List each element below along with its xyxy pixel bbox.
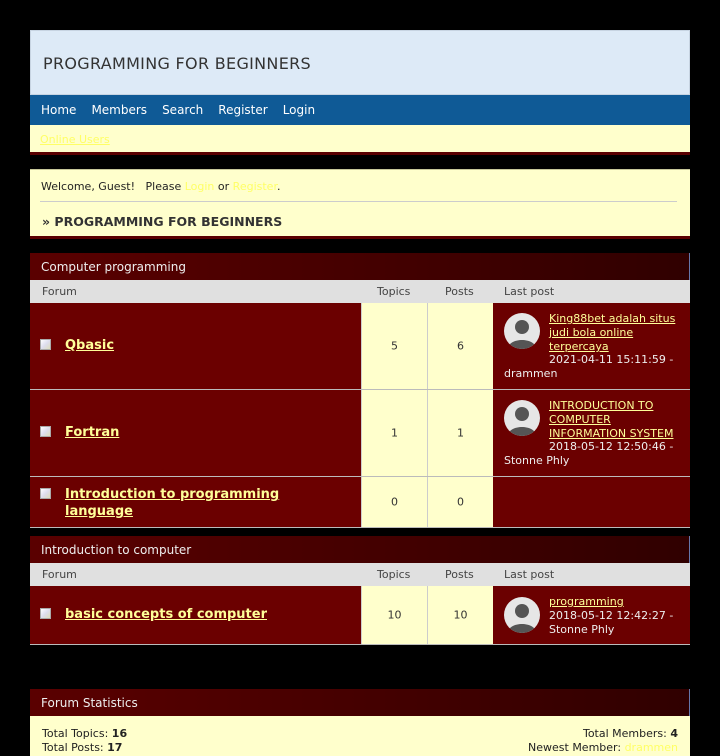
stat-label: Newest Member:: [528, 741, 622, 754]
stat-value: 4: [670, 727, 678, 740]
posts-count: 6: [457, 339, 464, 353]
nav-home[interactable]: Home: [41, 103, 77, 117]
nav-register[interactable]: Register: [218, 103, 268, 117]
stat-label: Total Topics:: [42, 727, 109, 740]
stats-title: Forum Statistics: [30, 689, 690, 716]
avatar[interactable]: [504, 400, 540, 436]
last-post-meta: [504, 353, 684, 381]
col-forum: Forum: [42, 285, 77, 298]
welcome-suffix: .: [276, 180, 281, 193]
last-post-user[interactable]: drammen: [504, 367, 558, 380]
col-posts: Posts: [445, 285, 474, 298]
forum-link-fortran[interactable]: Fortran: [65, 425, 120, 440]
main-nav: [30, 95, 690, 125]
col-forum: Forum: [42, 568, 77, 581]
forum-row: [30, 303, 690, 390]
divider: [40, 201, 677, 202]
category-introduction-to-computer: [30, 536, 690, 645]
stat-label: Total Members:: [582, 727, 667, 740]
col-last-post: Last post: [504, 285, 555, 298]
column-headers: [30, 280, 690, 303]
nav-members[interactable]: Members: [91, 103, 148, 117]
site-header: [30, 30, 690, 95]
forum-row: [30, 390, 690, 477]
welcome-box: [30, 169, 690, 239]
last-post-user[interactable]: Stonne Phly: [504, 454, 570, 467]
online-users-link[interactable]: Online Users: [40, 133, 110, 146]
nav-login[interactable]: Login: [282, 103, 316, 117]
login-link[interactable]: Login: [184, 180, 215, 193]
topics-count: 10: [387, 608, 402, 622]
stats-body: [30, 716, 690, 756]
posts-count: 0: [457, 495, 464, 509]
sub-nav: [30, 125, 690, 155]
stat-newest-member: [528, 741, 678, 754]
newest-member-link[interactable]: drammen: [624, 741, 678, 754]
last-post-user[interactable]: Stonne Phly: [549, 623, 615, 636]
col-posts: Posts: [445, 568, 474, 581]
category-title[interactable]: Introduction to computer: [30, 536, 690, 563]
forum-status-icon: [40, 488, 51, 499]
stat-value: 17: [107, 741, 123, 754]
user-silhouette-icon: [504, 597, 540, 633]
stat-label: Total Posts:: [42, 741, 104, 754]
forum-row: [30, 586, 690, 645]
stat-total-posts: [42, 741, 122, 754]
forum-row: [30, 477, 690, 528]
category-computer-programming: [30, 253, 690, 528]
forum-link-basic-concepts[interactable]: basic concepts of computer: [65, 607, 268, 622]
welcome-line: [41, 180, 280, 193]
topics-count: 1: [391, 426, 398, 440]
col-topics: Topics: [377, 285, 411, 298]
stat-total-topics: [42, 727, 127, 740]
forum-link-qbasic[interactable]: Qbasic: [65, 338, 115, 353]
nav-search[interactable]: Search: [162, 103, 204, 117]
stat-total-members: [583, 727, 678, 740]
column-headers: [30, 563, 690, 586]
forum-status-icon: [40, 426, 51, 437]
topics-count: 5: [391, 339, 398, 353]
page: [30, 30, 690, 754]
col-last-post: Last post: [504, 568, 555, 581]
posts-count: 1: [457, 426, 464, 440]
last-post-link[interactable]: programming: [549, 595, 624, 608]
forum-link-intro-programming[interactable]: Introduction to programming language: [65, 487, 280, 519]
stat-value: 16: [111, 727, 128, 740]
last-post-date: 2018-05-12 12:42:27 -: [549, 609, 674, 622]
last-post-date: 2021-04-11 15:11:59 -: [549, 353, 674, 366]
topics-count: 0: [391, 495, 398, 509]
last-post-meta: [504, 440, 684, 468]
avatar[interactable]: [504, 597, 540, 633]
register-link[interactable]: Register: [232, 180, 277, 193]
last-post-link[interactable]: INTRODUCTION TO COMPUTER INFORMATION SYSTEM: [549, 399, 674, 440]
user-silhouette-icon: [504, 313, 540, 349]
welcome-or: or: [217, 180, 230, 193]
last-post-empty: [493, 477, 690, 527]
breadcrumb: » PROGRAMMING FOR BEGINNERS: [42, 214, 283, 229]
avatar[interactable]: [504, 313, 540, 349]
col-topics: Topics: [377, 568, 411, 581]
category-title[interactable]: Computer programming: [30, 253, 690, 280]
last-post-date: 2018-05-12 12:50:46 -: [549, 440, 674, 453]
forum-status-icon: [40, 339, 51, 350]
posts-count: 10: [453, 608, 468, 622]
user-silhouette-icon: [504, 400, 540, 436]
forum-statistics: [30, 689, 690, 716]
welcome-text: Welcome, Guest! Please: [41, 180, 182, 193]
last-post-link[interactable]: King88bet adalah situs judi bola online terpercaya: [549, 312, 676, 353]
forum-status-icon: [40, 608, 51, 619]
site-title: PROGRAMMING FOR BEGINNERS: [43, 54, 311, 73]
last-post-meta: [549, 609, 689, 637]
